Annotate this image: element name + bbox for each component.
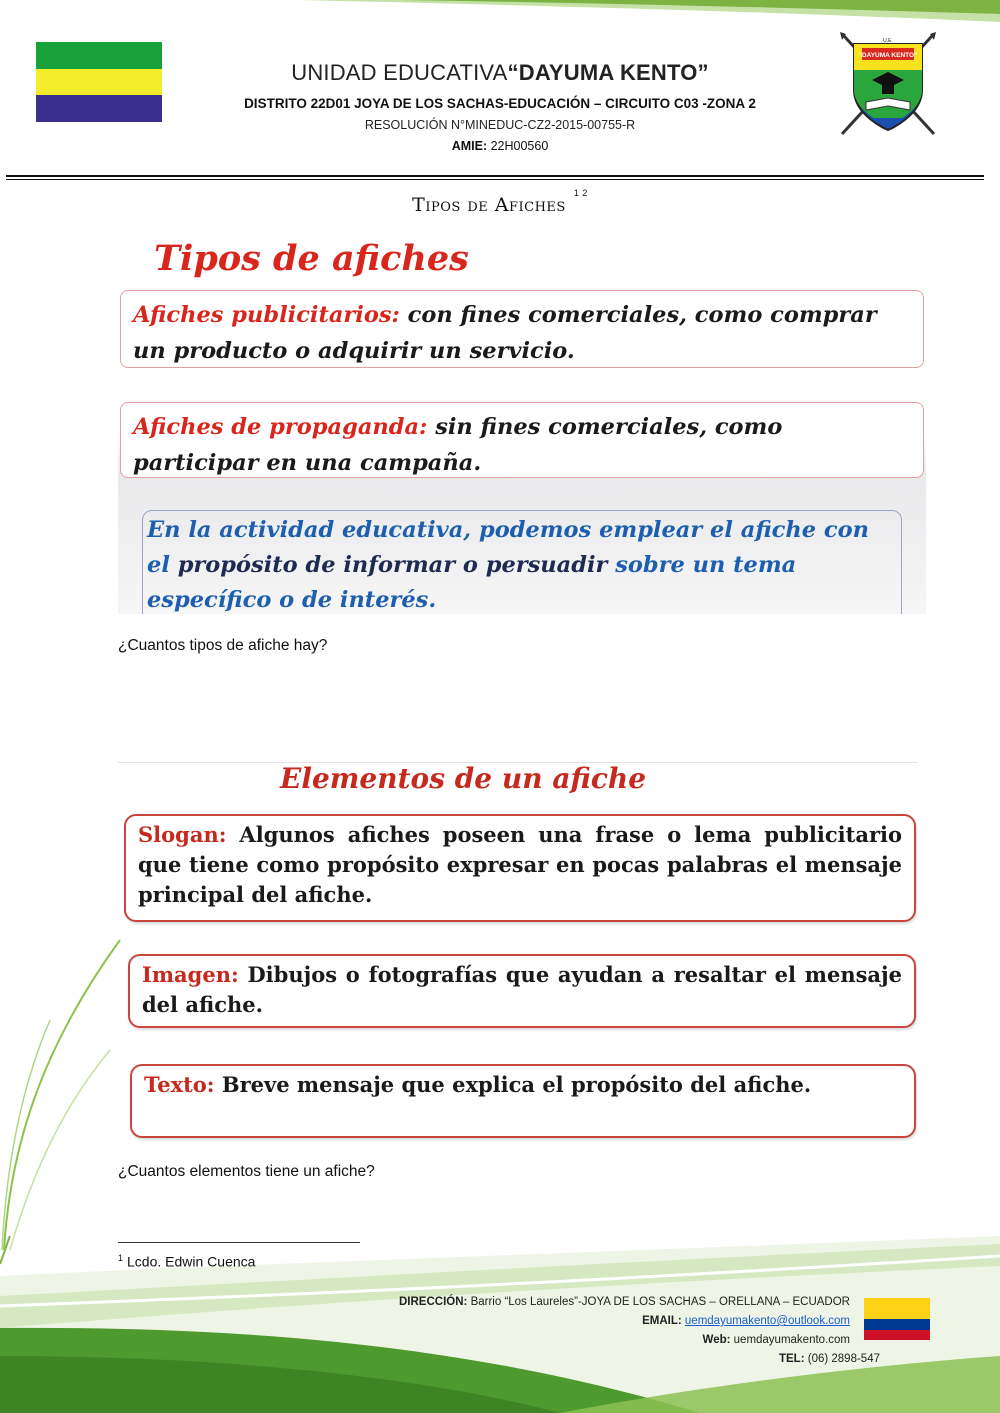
afiches-propaganda-box: Afiches de propaganda: sin fines comerciales, como participar en una campaña. (120, 402, 924, 478)
texto-box: Texto: Breve mensaje que explica el propósito del afiche. (130, 1064, 916, 1138)
section-title: Tipos de Afiches$^{1 2}$ (412, 187, 588, 216)
school-name: UNIDAD EDUCATIVA“DAYUMA KENTO” (291, 60, 709, 85)
flag-ecuador (864, 1298, 930, 1340)
question-tipos: ¿Cuantos tipos de afiche hay? (118, 637, 328, 654)
header-rule (6, 175, 984, 177)
question-elementos: ¿Cuantos elementos tiene un afiche? (118, 1163, 375, 1180)
header-rule-thin (6, 179, 984, 180)
letterhead (190, 60, 810, 153)
amie-line: AMIE: 22H00560 (451, 139, 549, 153)
actividad-educativa-box: En la actividad educativa, podemos emplear el afiche con el propósito de informar o persuadir sobre un tema específico o de interés. (142, 510, 902, 614)
svg-text:U.E.: U.E. (883, 38, 893, 44)
school-crest-icon (832, 30, 944, 142)
footnote-ref: 1 2 (573, 187, 588, 198)
tipos-de-afiches-image (118, 232, 926, 614)
footer-contact (290, 1293, 880, 1369)
footer-tel: TEL: (06) 2898-547 (778, 1353, 880, 1365)
email-link[interactable]: uemdayumakento@outlook.com (684, 1315, 850, 1327)
resolution-line: RESOLUCIÓN N°MINEDUC-CZ2-2015-00755-R (364, 118, 636, 132)
footer-web: Web: uemdayumakento.com (702, 1334, 850, 1346)
elementos-title: Elementos de un afiche (280, 762, 647, 795)
svg-text:“DAYUMA KENTO”: “DAYUMA KENTO” (858, 52, 918, 59)
footer-address: DIRECCIÓN: Barrio “Los Laureles”-JOYA DE LOS SACHAS – ORELLANA – ECUADOR (399, 1296, 850, 1308)
afiches-publicitarios-box: Afiches publicitarios: con fines comerciales, como comprar un producto o adquirir un servicio. (120, 290, 924, 368)
footer-email: EMAIL: uemdayumakento@outlook.com (642, 1315, 850, 1327)
footnote-rule (118, 1242, 360, 1243)
slogan-box: Slogan: Algunos afiches poseen una frase o lema publicitario que tiene como propósito expresar en pocas palabras el mensaje principal del afiche. (124, 814, 916, 922)
imagen-box: Imagen: Dibujos o fotografías que ayudan a resaltar el mensaje del afiche. (128, 954, 916, 1028)
tipos-title: Tipos de afiches (154, 238, 469, 279)
left-leaf-decoration (0, 930, 130, 1250)
footnote: $^1$ Lcdo. Edwin Cuenca (118, 1253, 256, 1270)
district-line: DISTRITO 22D01 JOYA DE LOS SACHAS-EDUCACIÓN – CIRCUITO C03 -ZONA 2 (244, 96, 756, 111)
flag-left (36, 42, 162, 122)
